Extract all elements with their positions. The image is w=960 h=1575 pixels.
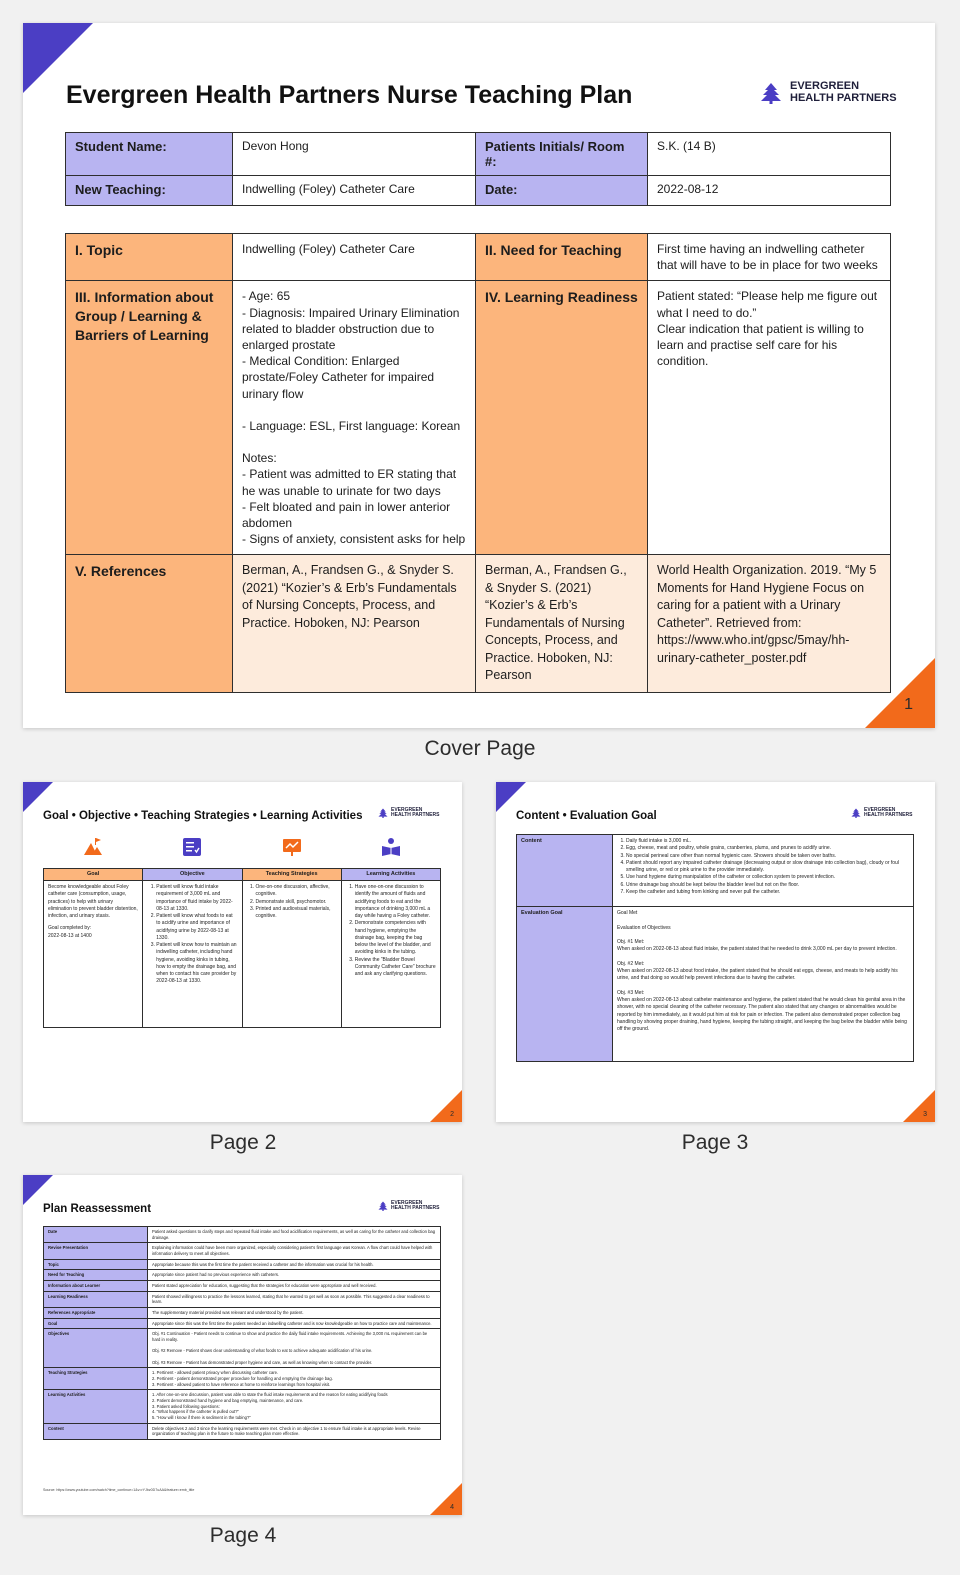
row-label: References Appropriate	[44, 1308, 148, 1319]
list-item: 3. Review the “Bladder Bowel Community Catheter Care” brochure and ask any clarifying questions.	[355, 957, 436, 979]
row-label: Need for Teaching	[44, 1270, 148, 1281]
need-value: First time having an indwelling catheter that will have to be in place for two weeks	[648, 234, 891, 281]
pine-tree-icon	[378, 808, 388, 818]
cover-page	[23, 23, 935, 728]
content-label: Content	[517, 835, 613, 907]
header-objective: Objective	[143, 869, 242, 881]
reference-3: World Health Organization. 2019. “My 5 Moments for Hand Hygiene Focus on caring for a patient with a Urinary Catheter”. Retrieved from: https://www.who.int/gpsc/5may/hh-urinary-catheter_poster.pdf	[648, 555, 891, 693]
corner-accent-bottom-right	[430, 1090, 462, 1122]
new-teaching-label: New Teaching:	[66, 176, 233, 206]
page-number: 2	[450, 1111, 454, 1118]
logo-line-2: HEALTH PARTNERS	[391, 1205, 440, 1212]
row-label: Date	[44, 1227, 148, 1243]
row-text: 1. Pertinent - allowed patient privacy when discussing catheter care. 2. Pertinent - patient demonstrated proper procedure for handling and emptying the drainage bag. 3. Pertinent - allowed patient to have reference at home to reinforce learnings from hospital visit.	[148, 1368, 441, 1390]
student-name-value: Devon Hong	[233, 133, 476, 176]
row-text: Appropriate since patient had no previous experience with catheters.	[148, 1270, 441, 1281]
list-item: 2. Egg, cheese, meat and poultry, whole grains, cranberries, plums, and prunes to acidify urine.	[626, 845, 909, 852]
brand-logo	[851, 808, 912, 819]
checklist-icon	[182, 837, 202, 857]
strategies-cell	[242, 881, 341, 1028]
page-4-caption: Page 4	[209, 1524, 277, 1547]
goals-table	[43, 868, 441, 1028]
list-item: 1. Daily fluid intake is 3,000 mL.	[626, 838, 909, 845]
patient-label: Patients Initials/ Room #:	[476, 133, 648, 176]
row-text: Appropriate because this was the first time the patient received a catheter and the information was crucial for his health.	[148, 1259, 441, 1270]
page-number: 3	[923, 1111, 927, 1118]
goal-cell	[44, 881, 143, 1028]
page-3	[496, 782, 935, 1122]
presentation-board-icon	[282, 837, 302, 857]
logo-line-1: EVERGREEN	[864, 807, 896, 813]
goal-completed: Goal completed by: 2022-08-13 at 1400	[48, 925, 92, 939]
list-item: 2. Demonstrate competencies with hand hygiene, emptying the drainage bag, keeping the bag below the level of the bladder, and avoiding kinks in the tubing.	[355, 920, 436, 956]
readiness-value: Patient stated: “Please help me figure out what I need to do.” Clear indication that patient is willing to learn and practise self care for his condition.	[648, 281, 891, 555]
student-name-label: Student Name:	[66, 133, 233, 176]
row-label: Objectives	[44, 1329, 148, 1368]
logo-line-2: HEALTH PARTNERS	[391, 812, 440, 819]
activities-cell	[341, 881, 440, 1028]
row-label: Revise Presentation	[44, 1243, 148, 1259]
page-number: 1	[904, 696, 913, 713]
readiness-label: IV. Learning Readiness	[476, 281, 648, 555]
content-cell	[613, 835, 914, 907]
page-2	[23, 782, 462, 1122]
new-teaching-value: Indwelling (Foley) Catheter Care	[233, 176, 476, 206]
page-title: Evergreen Health Partners Nurse Teaching Plan	[66, 81, 633, 109]
corner-accent-top-left	[496, 782, 526, 812]
list-item: 6. Urine drainage bag should be kept below the bladder level but not on the floor.	[626, 882, 909, 889]
topic-value: Indwelling (Foley) Catheter Care	[233, 234, 476, 281]
header-goal: Goal	[44, 869, 143, 881]
goal-text: Become knowledgeable about Foley catheter care (consumption, usage, practices) to help with urinary elimination to prevent bladder distention, infection, and urinary stasis.	[48, 884, 138, 919]
page-3-caption: Page 3	[681, 1131, 749, 1154]
column-icons	[43, 837, 441, 857]
row-text: Delete objectives 2 and 3 since the learning requirements were met. Check in on objective 1 to ensure fluid intake is at appropriate levels. Revise organization of teaching plan in the future to make teaching plan more effective.	[148, 1423, 441, 1439]
page-number: 4	[450, 1504, 454, 1511]
logo-text	[391, 808, 439, 819]
row-label: Learning Readiness	[44, 1291, 148, 1307]
pine-tree-icon	[378, 1201, 388, 1211]
objective-cell	[143, 881, 242, 1028]
list-item: 2. Demonstrate skill, psychomotor.	[256, 899, 337, 906]
reference-2: Berman, A., Frandsen G., & Snyder S. (2021) “Kozier’s & Erb’s Fundamentals of Nursing Concepts, Process, and Practice. Hoboken, NJ: Pearson	[476, 555, 648, 693]
row-label: Topic	[44, 1259, 148, 1270]
list-item: 1. Patient will know fluid intake requirement of 3,000 mL and importance of fluid intake by 2022-08-13 at 1330.	[156, 884, 237, 913]
cover-caption: Cover Page	[424, 737, 536, 760]
corner-accent-bottom-right	[430, 1483, 462, 1515]
topic-label: I. Topic	[66, 234, 233, 281]
teaching-plan-table	[65, 233, 891, 693]
reference-1: Berman, A., Frandsen G., & Snyder S. (2021) “Kozier’s & Erb’s Fundamentals of Nursing Concepts, Process, and Practice. Hoboken, NJ: Pearson	[233, 555, 476, 693]
list-item: 1. One-on-one discussion, affective, cognitive.	[256, 884, 337, 899]
page-title: Plan Reassessment	[43, 1203, 152, 1215]
student-info-table	[65, 132, 891, 206]
page-title: Content • Evaluation Goal	[516, 810, 657, 822]
corner-accent-top-left	[23, 1175, 53, 1205]
content-evaluation-table	[516, 834, 914, 1062]
reassessment-table	[43, 1226, 441, 1440]
list-item: 4. Patient should report any impaired catheter drainage (decreasing output or slow drainage into collection bag), cloudy or foul smelling urine, or red or pink urine to the provider immediately.	[626, 860, 909, 875]
page-4	[23, 1175, 462, 1515]
row-text: Patient showed willingness to practice the lessons learned, stating that he wanted to get well as soon as possible. This suggested a clear readiness to learn.	[148, 1291, 441, 1307]
references-label: V. References	[66, 555, 233, 693]
pine-tree-icon	[851, 808, 861, 818]
header-learning-activities: Learning Activities	[341, 869, 440, 881]
row-text: Obj. #1 Continuation - Patient needs to continue to show and practice the daily fluid intake requirements. Achieving the 3,000 mL requirement can be hard in reality. Obj. #2 Remove - Patient shows clear understanding of what foods to eat to achieve adequate acidification of his urine. Obj. #3 Remove - Patient has demonstrated proper hygiene and care, as well as knowing when to contact the provider.	[148, 1329, 441, 1368]
list-item: 3. Patient will know how to maintain an indwelling catheter, including hand hygiene, avoiding kinks in tubing, how to empty the drainage bag, and when to contact his care provider by 2022-08-13 at 1330.	[156, 942, 237, 986]
row-text: Patient asked questions to clarify steps and repeated fluid intake and food acidification requirements, as well as caring for the catheter and collection bag drainage.	[148, 1227, 441, 1243]
logo-line-2: HEALTH PARTNERS	[864, 812, 913, 819]
list-item: 2. Patient will know what foods to eat to acidify urine and importance of acidifying urine by 2022-08-13 at 1330.	[156, 913, 237, 942]
date-label: Date:	[476, 176, 648, 206]
brand-logo	[378, 808, 439, 819]
corner-accent-bottom-right	[865, 658, 935, 728]
row-text: Explaining information could have been more organized, especially considering patient's first language was Korean. A flow chart could have helped with information delivery to meet all objectives.	[148, 1243, 441, 1259]
page-2-caption: Page 2	[209, 1131, 277, 1154]
list-item: 3. No special perineal care other than normal hygienic care. Showers should be taken over baths.	[626, 853, 909, 860]
row-text: Patient stated appreciation for education, suggesting that the strategies for education were appropriate and well received.	[148, 1281, 441, 1292]
corner-accent-bottom-right	[903, 1090, 935, 1122]
row-text: 1. After one-on-one discussion, patient was able to state the fluid intake requirements and the reason for eating acidifying foods 2. Patient demonstrated hand hygiene and bag emptying, maintenance, and care. 3. Patient asked following questions: 4. “What happens if the catheter is pulled out?” 5. “How will I know if there is sediment in the tubing?”	[148, 1390, 441, 1423]
reader-book-icon	[381, 837, 401, 857]
logo-line-1: EVERGREEN	[391, 807, 423, 813]
row-text: Appropriate since this was the first time the patient needed an indwelling catheter and is now knowledgeable on how to practice care and maintenance.	[148, 1318, 441, 1329]
pine-tree-icon	[760, 82, 782, 104]
evaluation-text: Goal Met Evaluation of Objectives Obj. #1 Met: When asked on 2022-08-13 about fluid intake, the patient stated that he needed to drink 3,000 mL per day to prevent infection. Obj. #2 Met: When asked on 2022-08-13 about food intake, the patient stated that he should eat eggs, cheese, and meats to help acidify his urine, and that doing so would help prevent infections due to having the catheter. Obj. #3 Met: When asked on 2022-08-13 about catheter maintenance and hygiene, the patient stated that he would clean his genital area in the shower, with no special cleaning of the catheter necessary. The patient also stated that any changes or abnormalities would be reported by him immediately, as it would put him at risk for pain or infection. The patient also demonstrated proper collection bag handling by showing proper draining, hand hygiene, keeping the tubing straight, and keeping the bag below the bladder while being off the ground.	[613, 907, 914, 1062]
row-label: Information about Learner	[44, 1281, 148, 1292]
brand-logo	[378, 1201, 439, 1212]
logo-text	[391, 1201, 439, 1212]
list-item: 7. Keep the catheter and tubing from kinking and never pull the catheter.	[626, 889, 909, 896]
logo-text	[864, 808, 912, 819]
list-item: 5. Use hand hygiene during manipulation of the catheter or collection system to prevent infection.	[626, 874, 909, 881]
page-title: Goal • Objective • Teaching Strategies • Learning Activities	[43, 810, 363, 822]
corner-accent-top-left	[23, 782, 53, 812]
date-value: 2022-08-12	[648, 176, 891, 206]
mountain-flag-icon	[83, 837, 103, 857]
row-label: Learning Activities	[44, 1390, 148, 1423]
source-note: Source: https://www.youtube.com/watch?time_continue=1&v=rYJbz0D7uAA&feature=emb_title	[43, 1488, 195, 1492]
row-text: The supplementary material provided was relevant and understood by the patient.	[148, 1308, 441, 1319]
need-label: II. Need for Teaching	[476, 234, 648, 281]
logo-line-1: EVERGREEN	[391, 1200, 423, 1206]
info-value: - Age: 65 - Diagnosis: Impaired Urinary Elimination related to bladder obstruction due to enlarged prostate - Medical Condition: Enlarged prostate/Foley Catheter for impaired urinary flow - Language: ESL, First language: Korean Notes: - Patient was admitted to ER stating that he was unable to urinate for two days - Felt bloated and pain in lower anterior abdomen - Signs of anxiety, consistent asks for help	[233, 281, 476, 555]
row-label: Teaching Strategies	[44, 1368, 148, 1390]
logo-text	[790, 81, 897, 104]
logo-line-2: HEALTH PARTNERS	[790, 91, 897, 104]
logo-line-1: EVERGREEN	[790, 80, 860, 92]
list-item: 3. Printed and audiovisual materials, cognitive.	[256, 906, 337, 921]
row-label: Goal	[44, 1318, 148, 1329]
list-item: 1. Have one-on-one discussion to identify the amount of fluids and acidifying foods to eat and the importance of drinking 3,000 mL a day while having a Foley catheter.	[355, 884, 436, 920]
row-label: Content	[44, 1423, 148, 1439]
patient-value: S.K. (14 B)	[648, 133, 891, 176]
header-teaching-strategies: Teaching Strategies	[242, 869, 341, 881]
evaluation-label: Evaluation Goal	[517, 907, 613, 1062]
brand-logo	[760, 81, 897, 104]
info-label: III. Information about Group / Learning & Barriers of Learning	[66, 281, 233, 555]
